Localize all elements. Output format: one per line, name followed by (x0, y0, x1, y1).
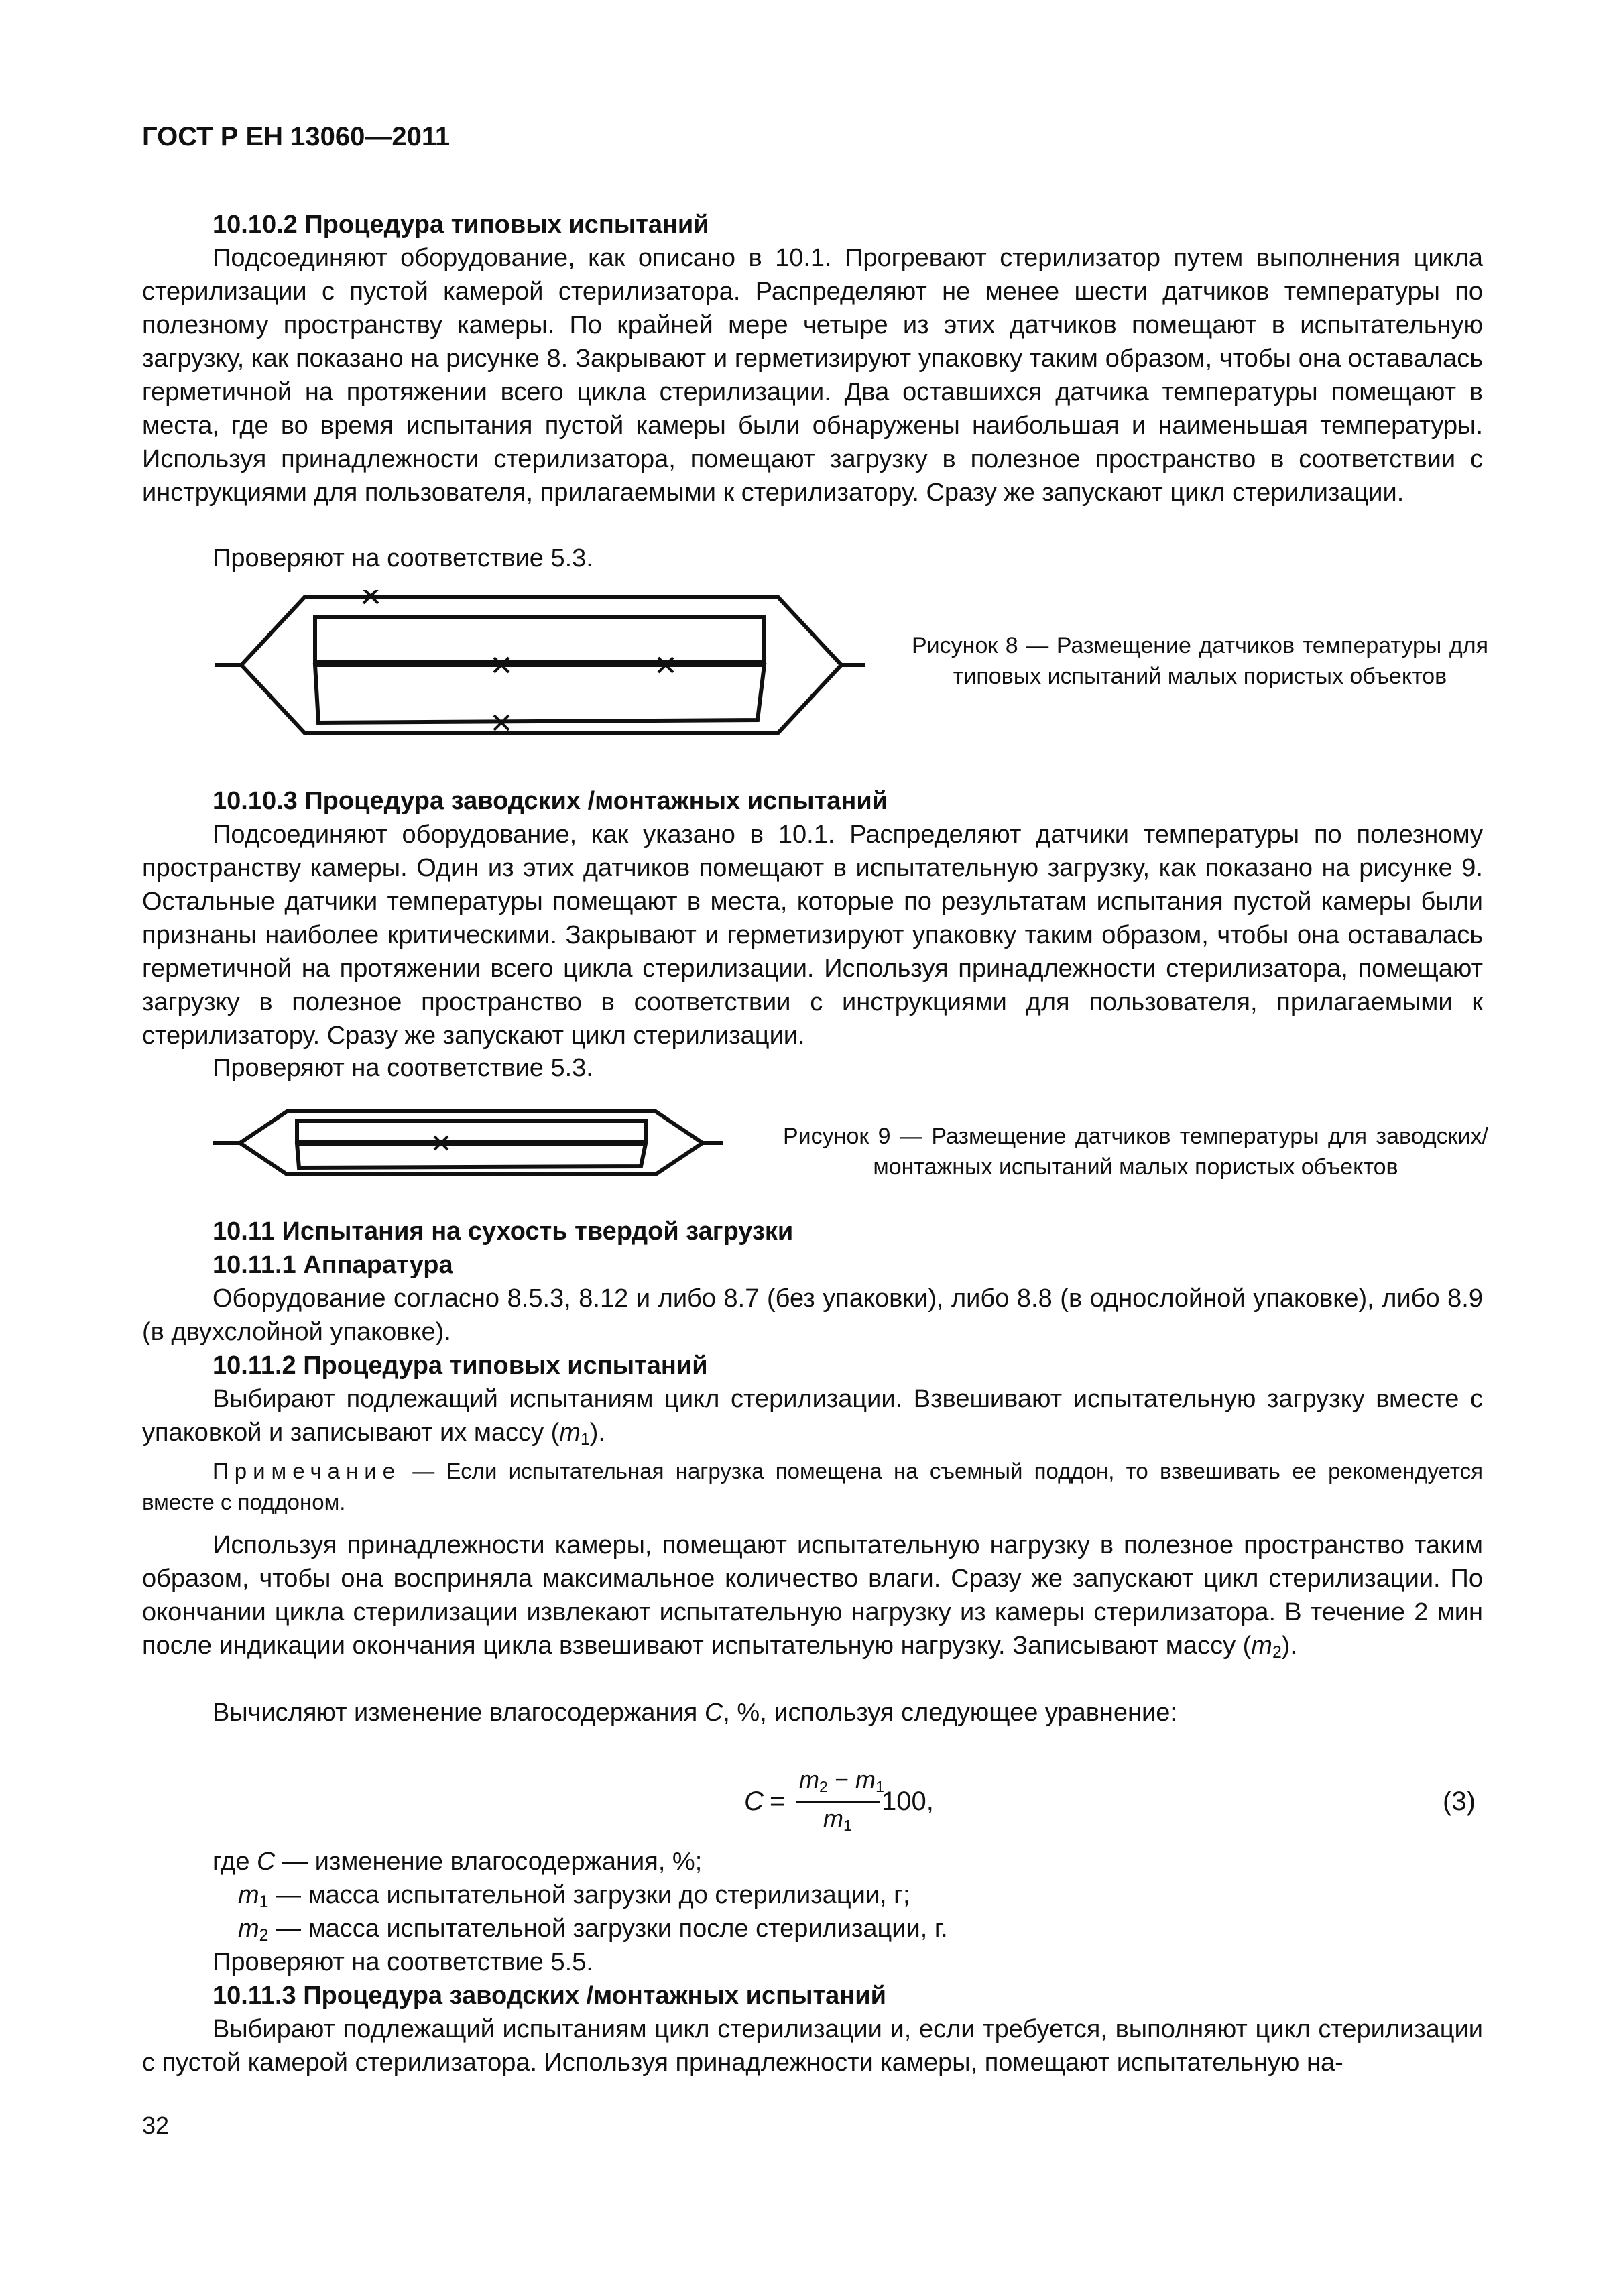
figure-9-lower-pack (297, 1144, 646, 1168)
definition-m2 (238, 1912, 1579, 1945)
weighing-text: Выбирают подлежащий испытаниям цикл стерилизации. Взвешивают испытательную загрузку вместе с упаковкой и записывают их массу ( (142, 1385, 1483, 1447)
definition-m1-symbol: m (238, 1881, 259, 1909)
section-heading-10-11-2: 10.11.2 Процедура типовых испытаний (213, 1351, 708, 1380)
note-paragraph (142, 1456, 1483, 1518)
calculation-intro (142, 1696, 1483, 1730)
definition-c-prefix: где (213, 1848, 257, 1876)
mass-m1-symbol: m (559, 1418, 581, 1447)
formula-num-a-sub: 2 (819, 1777, 829, 1795)
weighing-end: ). (589, 1418, 605, 1447)
figure-9-diagram (213, 1106, 723, 1180)
formula-fraction-bar (796, 1801, 880, 1803)
section-heading-10-10-3: 10.10.3 Процедура заводских /монтажных испытаний (213, 787, 888, 815)
apparatus-text: Оборудование согласно 8.5.3, 8.12 и либо 8.7 (без упаковки), либо 8.8 (в однослойной упаковке), либо 8.9 (в двухслойной упаковке). (142, 1284, 1483, 1346)
standard-id-header: ГОСТ Р ЕН 13060—2011 (142, 122, 450, 152)
formula-tail: 100, (882, 1787, 934, 1816)
formula-equals: = (770, 1787, 786, 1816)
section-heading-10-11: 10.11 Испытания на сухость твердой загрузки (213, 1217, 794, 1246)
definition-m2-text: — масса испытательной загрузки после стерилизации, г. (268, 1915, 948, 1943)
formula-denominator (823, 1805, 852, 1833)
section-heading-10-11-1: 10.11.1 Аппаратура (213, 1251, 453, 1279)
calc-intro-b: , %, используя следующее уравнение: (723, 1699, 1177, 1727)
calc-intro-symbol: C (704, 1699, 723, 1727)
weighing-paragraph (142, 1382, 1483, 1449)
mass-m2-symbol: m (1251, 1632, 1272, 1660)
note-label: Примечание (213, 1459, 402, 1484)
section-body-10-10-2: Подсоединяют оборудование, как описано в 10.1. Прогревают стерилизатор путем выполнения цикла стерилизации с пустой камерой стерилизатора. Распределяют не менее шести датчиков температуры по полезному пространству камеры. По крайней мере четыре из этих датчиков помещают в испытательную загрузку, как показано на рисунке 8. Закрывают и герметизируют упаковку таким образом, чтобы она оставалась герметичной на протяжении всего цикла стерилизации. Два оставшихся датчика температуры помещают в места, где во время испытания пустой камеры были обнаружены наибольшая и наименьшая температуры. Используя принадлежности стерилизатора, помещают загрузку в полезное пространство в соответствии с инструкциями для пользователя, прилагаемыми к стерилизатору. Сразу же запускают цикл стерилизации. (142, 244, 1483, 507)
load-end: ). (1281, 1632, 1297, 1660)
section-body-10-11-3: Выбирают подлежащий испытаниям цикл стерилизации и, если требуется, выполняют цикл стерилизации с пустой камерой стерилизатора. Используя принадлежности камеры, помещают испытательную на- (142, 2015, 1483, 2077)
formula-num-a: m (799, 1766, 819, 1793)
formula-den-sub: 1 (843, 1816, 853, 1834)
check-line-5-3-a: Проверяют на соответствие 5.3. (213, 544, 593, 572)
definition-m1 (238, 1878, 1579, 1912)
calc-intro-a: Вычисляют изменение влагосодержания (213, 1699, 705, 1727)
figure-8-drawing (208, 590, 865, 744)
formula-num-b: m (855, 1766, 876, 1793)
figure-8-diagram (208, 590, 865, 744)
definition-m2-subscript: 2 (259, 1927, 269, 1945)
formula-numerator (799, 1766, 884, 1794)
definition-m2-symbol: m (238, 1915, 259, 1943)
figure-8-caption: Рисунок 8 — Размещение датчиков температуры для типовых испытаний малых пористых объектов (912, 633, 1488, 689)
definition-m1-text: — масса испытательной загрузки до стерилизации, г; (268, 1881, 910, 1909)
figure-9-upper-pack (297, 1121, 646, 1142)
equation-number: (3) (1443, 1787, 1476, 1816)
formula-num-b-sub: 1 (876, 1777, 885, 1795)
load-paragraph (142, 1528, 1483, 1663)
formula-den: m (823, 1805, 843, 1832)
moisture-formula (744, 1766, 934, 1834)
definition-c-symbol: C (257, 1848, 276, 1876)
definition-m1-subscript: 1 (259, 1893, 269, 1912)
formula-num-op: − (828, 1766, 856, 1793)
mass-m1-subscript: 1 (580, 1431, 590, 1449)
definition-c-text: — изменение влагосодержания, %; (275, 1848, 703, 1876)
figure-9-drawing (213, 1106, 723, 1180)
figure-9-caption: Рисунок 9 — Размещение датчиков температуры для заводских/монтажных испытаний малых пористых объектов (783, 1124, 1488, 1180)
section-heading-10-11-3: 10.11.3 Процедура заводских /монтажных испытаний (213, 1982, 886, 2010)
note-text: — Если испытательная нагрузка помещена на съемный поддон, то взвешивать ее рекомендуется вместе с поддоном. (142, 1459, 1483, 1514)
definition-c (213, 1845, 1553, 1878)
check-line-5-3-b: Проверяют на соответствие 5.3. (213, 1054, 593, 1082)
section-body-10-10-3: Подсоединяют оборудование, как указано в 10.1. Распределяют датчики температуры по полезному пространству камеры. Один из этих датчиков помещают в испытательную загрузку, как показано на рисунке 9. Остальные датчики температуры помещают в места, которые по результатам испытания пустой камеры были признаны наиболее критическими. Закрывают и герметизируют упаковку таким образом, чтобы она оставалась герметичной на протяжении всего цикла стерилизации. Используя принадлежности стерилизатора, помещают загрузку в полезное пространство в соответствии с инструкциями для пользователя, прилагаемыми к стерилизатору. Сразу же запускают цикл стерилизации. (142, 821, 1483, 1050)
page-number: 32 (142, 2112, 170, 2139)
figure-8-lower-pack (315, 665, 764, 723)
section-heading-10-10-2: 10.10.2 Процедура типовых испытаний (213, 210, 709, 239)
check-line-5-5: Проверяют на соответствие 5.5. (213, 1948, 593, 1976)
mass-m2-subscript: 2 (1272, 1644, 1282, 1663)
figure-8-upper-pack (315, 617, 764, 662)
load-text: Используя принадлежности камеры, помещают испытательную нагрузку в полезное пространство таким образом, чтобы она восприняла максимальное количество влаги. Сразу же запускают цикл стерилизации. По окончании цикла стерилизации извлекают испытательную нагрузку из камеры стерилизатора. В течение 2 мин после индикации окончания цикла взвешивают испытательную нагрузку. Записывают массу ( (142, 1531, 1483, 1660)
formula-lhs: C (744, 1787, 764, 1816)
